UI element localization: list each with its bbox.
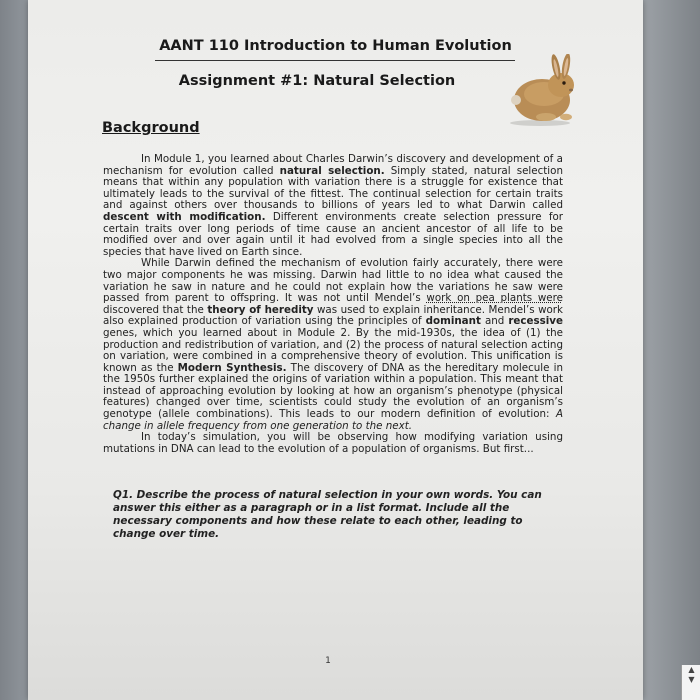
scroll-control[interactable] [681,665,700,700]
title-divider [155,60,515,61]
section-heading: Background [102,120,200,136]
course-title: AANT 110 Introduction to Human Evolution [159,38,512,54]
scroll-up-icon[interactable]: ▲ [688,665,695,674]
rabbit-icon [494,54,584,126]
page-number: 1 [325,656,331,666]
document-page [28,0,643,700]
assignment-title: Assignment #1: Natural Selection [178,73,456,89]
background-text [103,154,563,455]
question-q1: Q1. Describe the process of natural selection in your own words. You can answer this either as a paragraph or in a list format. Include all the necessary components and how these relate to each other, leading to change over time. [113,489,542,540]
paragraph-3: In today’s simulation, you will be observing how modifying variation using mutations in DNA can lead to the evolution of a population of organisms. But first... [103,431,563,455]
paragraph-1: In Module 1, you learned about Charles Darwin’s discovery and development of a mechanism for evolution called natural selection. Simply stated, natural selection means that within any population with variation there is a struggle for existence that ultimately leads to the survival of the fittest. The continual selection for certain traits and against others over thousands to billions of years led to what Darwin called descent with modification. Different environments create selection pressure for certain traits over long periods of time cause an ancient ancestor of all life to be modified over and over again until it had evolved from a single species into all the species that have lived on Earth since. [103,153,563,258]
scroll-down-icon[interactable]: ▼ [688,675,695,684]
paragraph-2: While Darwin defined the mechanism of evolution fairly accurately, there were two major components he was missing. Darwin had little to no idea what caused the variation he saw in nature and he could not explain how the variations he saw were passed from parent to offspring. It was not until Mendel’s work on pea plants were discovered that the theory of heredity was used to explain inheritance. Mendel’s work also explained production of variation using the principles of dominant and recessive genes, which you learned about in Module 2. By the mid-1930s, the idea of (1) the production and redistribution of variation, and (2) the process of natural selection acting on variation, were combined in a comprehensive theory of evolution. This unification is known as the Modern Synthesis. The discovery of DNA as the hereditary molecule in the 1950s further explained the origins of variation within a population. This meant that instead of approaching evolution by looking at how an organism’s phenotype (physical features) changed over time, scientists could study the evolution of an organism’s genotype (allele combinations). This leads to our modern definition of evolution: A change in allele frequency from one generation to the next. [103,257,563,432]
